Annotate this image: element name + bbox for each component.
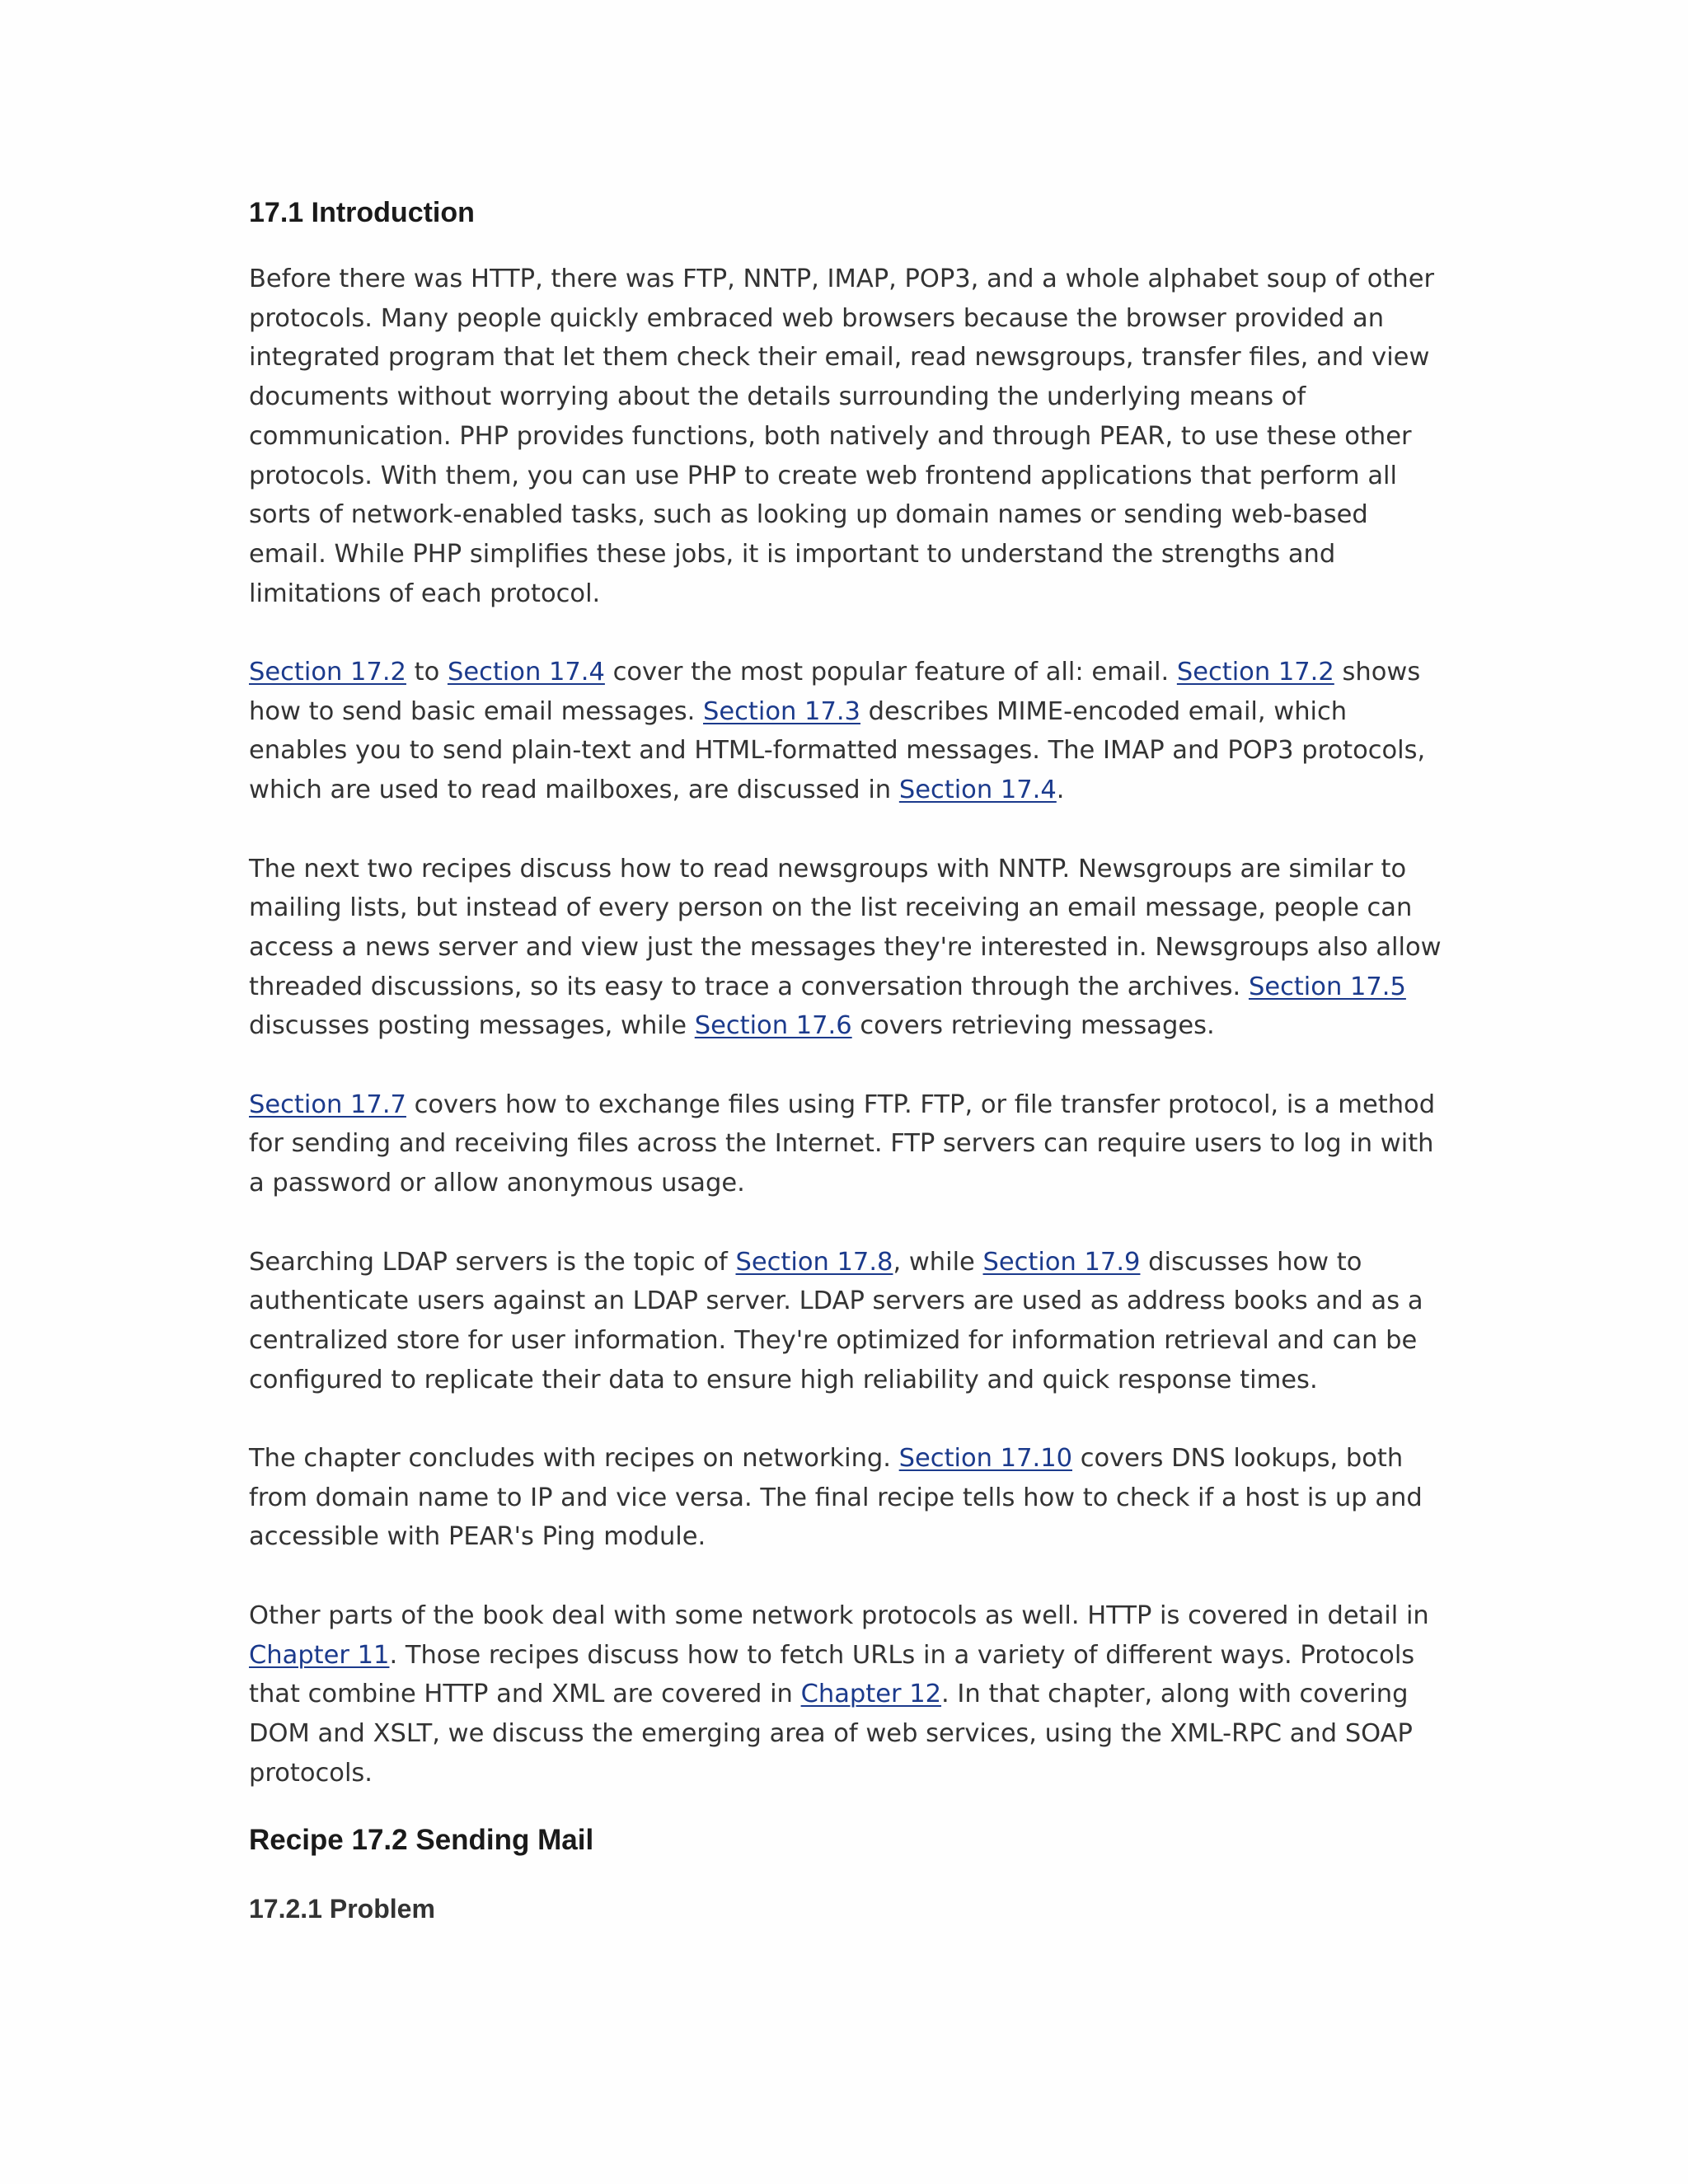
text-line: protocols.	[249, 1758, 373, 1788]
link-section-17-2[interactable]: Section 17.2	[1176, 658, 1334, 687]
text-line: access a news server and view just the messages they're interested in. Newsgroups also allow	[249, 932, 1442, 962]
text-line	[249, 1006, 1452, 1046]
text-run: discusses how to	[1140, 1247, 1362, 1277]
link-section-17-6[interactable]: Section 17.6	[694, 1011, 852, 1041]
text-line: protocols. With them, you can use PHP to create web frontend applications that perform all	[249, 461, 1397, 490]
text-line	[249, 771, 1452, 810]
text-run: Searching LDAP servers is the topic of	[249, 1247, 736, 1277]
text-line: Other parts of the book deal with some network protocols as well. HTTP is covered in detail in	[249, 1601, 1429, 1630]
text-run: shows	[1334, 658, 1421, 687]
paragraph-newsgroups	[249, 850, 1452, 1047]
paragraph-ldap	[249, 1243, 1452, 1400]
text-line: The next two recipes discuss how to read newsgroups with NNTP. Newsgroups are similar to	[249, 854, 1407, 883]
text-line	[249, 968, 1452, 1007]
link-section-17-3[interactable]: Section 17.3	[703, 696, 860, 726]
text-line: DOM and XSLT, we discuss the emerging area of web services, using the XML-RPC and SOAP	[249, 1718, 1413, 1748]
link-section-17-4[interactable]: Section 17.4	[447, 658, 605, 687]
text-line: protocols. Many people quickly embraced web browsers because the browser provided an	[249, 303, 1385, 333]
text-line: enables you to send plain-text and HTML-formatted messages. The IMAP and POP3 protocols,	[249, 736, 1426, 766]
text-run: how to send basic email messages.	[249, 696, 704, 726]
text-run: .	[1056, 776, 1065, 805]
text-run: threaded discussions, so its easy to trace a conversation through the archives.	[249, 972, 1249, 1001]
text-line: a password or allow anonymous usage.	[249, 1169, 745, 1198]
text-line: mailing lists, but instead of every person on the list receiving an email message, people can	[249, 893, 1413, 923]
text-line: for sending and receiving files across the Internet. FTP servers can require users to log in with	[249, 1129, 1434, 1159]
text-run: which are used to read mailboxes, are discussed in	[249, 776, 899, 805]
text-line: configured to replicate their data to ensure high reliability and quick response times.	[249, 1365, 1318, 1394]
text-line: Before there was HTTP, there was FTP, NNTP, IMAP, POP3, and a whole alphabet soup of other	[249, 265, 1435, 293]
text-line: email. While PHP simplifies these jobs, it is important to understand the strengths and	[249, 539, 1336, 569]
text-line: integrated program that let them check their email, read newsgroups, transfer files, and view	[249, 343, 1430, 373]
recipe-heading-sending-mail: Recipe 17.2 Sending Mail	[249, 1824, 594, 1857]
paragraph-other-parts	[249, 1596, 1452, 1793]
text-line: communication. PHP provides functions, both natively and through PEAR, to use these other	[249, 421, 1412, 451]
text-run: to	[406, 658, 448, 687]
text-run: describes MIME-encoded email, which	[860, 696, 1348, 726]
link-chapter-12[interactable]: Chapter 12	[800, 1680, 942, 1709]
text-run: that combine HTTP and XML are covered in	[249, 1680, 801, 1709]
link-section-17-2[interactable]: Section 17.2	[249, 658, 406, 687]
text-line	[249, 1085, 1452, 1125]
text-line: accessible with PEAR's Ping module.	[249, 1522, 706, 1552]
text-run: covers DNS lookups, both	[1072, 1444, 1404, 1474]
paragraph-intro	[249, 260, 1452, 613]
link-section-17-5[interactable]: Section 17.5	[1248, 972, 1406, 1001]
text-run: , while	[893, 1247, 983, 1277]
text-line	[249, 692, 1452, 732]
text-line	[249, 1439, 1452, 1479]
text-run: The chapter concludes with recipes on networking.	[249, 1444, 899, 1474]
paragraph-email-sections	[249, 653, 1452, 810]
text-run: covers how to exchange files using FTP. FTP, or file transfer protocol, is a method	[406, 1090, 1436, 1119]
text-line	[249, 1675, 1452, 1714]
paragraph-networking	[249, 1439, 1452, 1557]
text-line	[249, 653, 1452, 692]
link-section-17-9[interactable]: Section 17.9	[982, 1247, 1141, 1277]
subheading-problem: 17.2.1 Problem	[249, 1894, 435, 1924]
text-line	[249, 1243, 1452, 1282]
text-line: sorts of network-enabled tasks, such as looking up domain names or sending web-based	[249, 500, 1368, 530]
text-run: covers retrieving messages.	[851, 1011, 1215, 1041]
link-section-17-10[interactable]: Section 17.10	[898, 1444, 1072, 1474]
text-line: centralized store for user information. They're optimized for information retrieval and can be	[249, 1325, 1418, 1355]
text-line	[249, 1636, 1452, 1675]
link-section-17-4[interactable]: Section 17.4	[898, 776, 1057, 805]
text-line: documents without worrying about the details surrounding the underlying means of	[249, 382, 1306, 412]
text-run: cover the most popular feature of all: email.	[604, 658, 1177, 687]
link-section-17-7[interactable]: Section 17.7	[249, 1090, 406, 1119]
text-line: from domain name to IP and vice versa. The final recipe tells how to check if a host is up and	[249, 1483, 1423, 1512]
text-run: discusses posting messages, while	[249, 1011, 695, 1041]
text-line: limitations of each protocol.	[249, 579, 601, 608]
text-run: . Those recipes discuss how to fetch URLs in a variety of different ways. Protocols	[389, 1640, 1415, 1670]
section-heading-introduction: 17.1 Introduction	[249, 197, 475, 228]
link-section-17-8[interactable]: Section 17.8	[735, 1247, 893, 1277]
link-chapter-11[interactable]: Chapter 11	[249, 1640, 390, 1670]
text-line: authenticate users against an LDAP server. LDAP servers are used as address books and as a	[249, 1286, 1423, 1316]
document-page	[249, 194, 1452, 1926]
text-run: . In that chapter, along with covering	[941, 1680, 1409, 1709]
paragraph-ftp	[249, 1085, 1452, 1203]
